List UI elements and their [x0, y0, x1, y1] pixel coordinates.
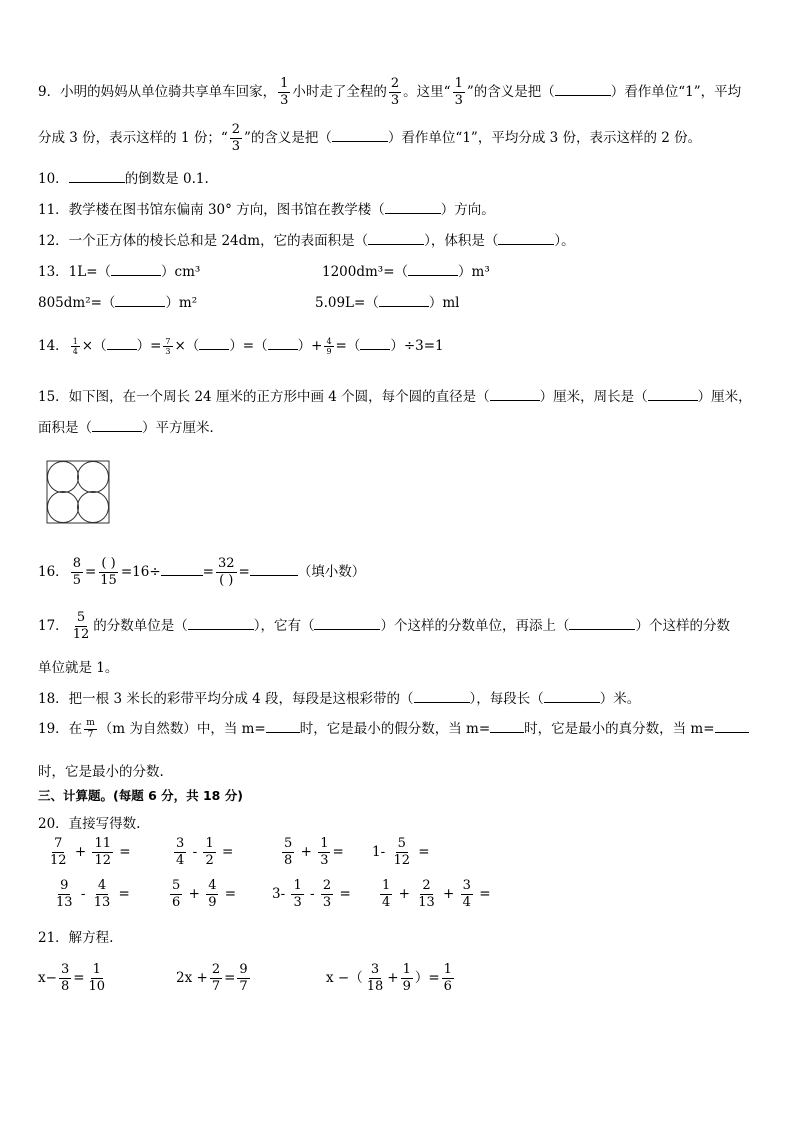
numerator: 1: [92, 962, 101, 977]
q13-text: ）m³: [458, 264, 490, 280]
q18-text: 18．把一根 3 米长的彩带平均分成 4 段，每段是这根彩带的（: [38, 691, 414, 707]
numerator: 3: [462, 878, 471, 893]
fraction: [391, 836, 412, 869]
answer-blank[interactable]: [379, 306, 429, 307]
q14-fraction-1: [71, 337, 80, 356]
expression-3: [280, 836, 344, 869]
q16-fraction-3: [216, 556, 237, 589]
q14-number: 14．: [38, 338, 69, 354]
numerator: 7: [54, 836, 63, 851]
q14-text: =（: [335, 338, 361, 354]
operator: -: [192, 844, 198, 860]
answer-blank[interactable]: [360, 349, 390, 350]
fraction: [59, 962, 71, 995]
prefix: 1-: [372, 844, 386, 860]
q14-fraction-2: [163, 337, 172, 356]
denominator: 8: [60, 979, 70, 994]
q10-text: 的倒数是 0.1.: [124, 171, 209, 187]
operator: -: [310, 886, 315, 902]
q19-text: （m 为自然数）中，当 m=: [98, 721, 266, 737]
fraction: [206, 878, 218, 911]
circle: [78, 462, 109, 493]
answer-blank[interactable]: [250, 575, 298, 576]
q9-fraction-4: [230, 122, 242, 155]
equals: =: [222, 844, 234, 860]
denominator: 9: [402, 979, 411, 994]
q14-text: ）=: [136, 338, 162, 354]
numerator: 1: [443, 962, 452, 977]
q17-text: 的分数单位是（: [93, 618, 188, 634]
q15-text: ）平方厘米．: [142, 420, 223, 436]
numerator: 9: [239, 962, 248, 977]
numerator: 1: [320, 836, 329, 851]
q16-fraction-2: [98, 556, 119, 589]
q15-text: ）厘米，: [697, 389, 752, 405]
q14-text: ）=（: [229, 338, 268, 354]
answer-blank[interactable]: [161, 575, 203, 576]
numerator: 5: [76, 610, 86, 625]
q13-text: ）cm³: [161, 264, 201, 280]
denominator: 3: [165, 347, 171, 356]
numerator: 1: [72, 337, 78, 346]
denominator: 3: [320, 853, 329, 868]
numerator: 1: [454, 76, 463, 91]
denominator: 12: [72, 627, 90, 642]
denominator: 15: [100, 573, 117, 588]
fraction: [282, 836, 294, 869]
denominator: 6: [172, 895, 181, 910]
denominator: 13: [418, 895, 435, 910]
denominator: 6: [443, 979, 452, 994]
operator: +: [387, 970, 399, 986]
q15-text: 15．如下图，在一个周长 24 厘米的正方形中画 4 个圆，每个圆的直径是（: [38, 389, 490, 405]
q13-text: ）ml: [428, 295, 460, 311]
q13-text: 5.09L=（: [315, 295, 379, 311]
answer-blank[interactable]: [385, 213, 441, 214]
numerator: 5: [172, 878, 181, 893]
q9-line2-text-c: ）看作单位“1”，平均分成 3 份，表示这样的 2 份。: [387, 130, 702, 146]
q18-text: ）米。: [599, 691, 641, 707]
numerator: 5: [284, 836, 293, 851]
operator: +: [443, 886, 455, 902]
fraction: [174, 836, 186, 869]
q16-fraction-1: [71, 556, 83, 589]
numerator: 8: [72, 556, 81, 571]
denominator: 13: [93, 895, 111, 910]
answer-blank[interactable]: [188, 629, 254, 630]
numerator: 1: [280, 76, 289, 91]
question-19-line-2: [38, 760, 164, 780]
answer-blank[interactable]: [414, 702, 470, 703]
equation-3: [326, 962, 456, 995]
q15-text: 面积是（: [38, 420, 92, 436]
q14-text: ）+: [297, 338, 323, 354]
fraction: [170, 878, 182, 911]
expression-8: [378, 878, 491, 911]
q9-text-d: ”的含义是把（: [466, 84, 555, 100]
answer-blank[interactable]: [648, 400, 698, 401]
q17-fraction: [71, 610, 92, 643]
answer-blank[interactable]: [569, 629, 635, 630]
question-21-title: 21．解方程.: [38, 930, 114, 946]
q14-text: ×（: [174, 338, 200, 354]
answer-blank[interactable]: [368, 244, 424, 245]
fraction: [461, 878, 473, 911]
question-15-line-2: [38, 416, 223, 436]
numerator: 3: [60, 962, 70, 977]
operator: +: [398, 886, 410, 902]
answer-blank[interactable]: [199, 349, 229, 350]
question-18: [38, 687, 640, 707]
q16-text: =: [202, 564, 214, 580]
q16-number: 16．: [38, 564, 69, 580]
question-20-title: 20．直接写得数.: [38, 816, 141, 832]
equation-text: 2x +: [176, 970, 208, 986]
fraction: [291, 878, 303, 911]
q17-text: ）个这样的分数: [635, 618, 730, 634]
q12-text-b: ），体积是（: [424, 233, 499, 249]
denominator: 9: [326, 347, 332, 356]
q9-text-a: 小明的妈妈从单位骑共享单车回家，: [60, 84, 277, 100]
fraction: [442, 962, 454, 995]
denominator: 13: [56, 895, 73, 910]
denominator: 4: [462, 895, 471, 910]
equals: =: [339, 886, 351, 902]
q9-number: 9．: [38, 84, 61, 100]
equals: =: [224, 970, 236, 986]
answer-blank[interactable]: [555, 95, 611, 96]
denominator: 12: [94, 853, 111, 868]
q15-text: ）厘米，周长是（: [539, 389, 648, 405]
equation-1: [38, 962, 109, 995]
question-10: [38, 167, 209, 187]
fraction: [87, 962, 108, 995]
q16-text: =16÷: [120, 564, 161, 580]
fraction: [416, 878, 437, 911]
square-outline: [47, 461, 109, 523]
denominator: 3: [293, 895, 302, 910]
operator: -: [80, 886, 86, 902]
numerator: 1: [382, 878, 391, 893]
numerator: 3: [370, 962, 380, 977]
equals: =: [224, 886, 237, 902]
numerator: 3: [176, 836, 185, 851]
q9-text-e: ）看作单位“1”，平均: [610, 84, 742, 100]
denominator: 7: [239, 979, 248, 994]
numerator: 7: [165, 337, 171, 346]
denominator: 8: [284, 853, 293, 868]
equals: =: [418, 844, 430, 860]
answer-blank[interactable]: [715, 732, 749, 733]
denominator: 3: [322, 895, 332, 910]
denominator: 3: [454, 93, 463, 108]
numerator: 2: [231, 122, 241, 137]
fraction: [318, 836, 330, 869]
fraction: [92, 878, 113, 911]
question-17-line-2: [38, 656, 118, 676]
denominator: 7: [87, 730, 94, 740]
q17-text: 单位就是 1。: [38, 660, 119, 676]
expression-1: [46, 836, 131, 869]
fraction: [210, 962, 222, 995]
denominator: 4: [176, 853, 185, 868]
q16-text: =: [84, 564, 97, 580]
denominator: 9: [208, 895, 217, 910]
q18-text: ），每段长（: [469, 691, 544, 707]
q9-line2-text-a: 分成 3 份，表示这样的 1 份；“: [38, 130, 228, 146]
answer-blank[interactable]: [111, 275, 161, 276]
answer-blank[interactable]: [92, 431, 142, 432]
expression-6: [168, 878, 236, 911]
denominator: 3: [231, 139, 241, 154]
answer-blank[interactable]: [69, 182, 125, 183]
question-13-row-1b: [322, 260, 490, 280]
fraction: [203, 836, 215, 869]
expression-2: [172, 836, 233, 869]
question-13-row-2a: [38, 291, 197, 311]
q19-fraction: [84, 718, 97, 741]
fraction: [321, 878, 333, 911]
q17-text: ），它有（: [253, 618, 315, 634]
q9-fraction-2: [389, 76, 401, 109]
equation-text: x −（: [326, 970, 363, 986]
question-15-line-1: [38, 385, 752, 405]
q14-text: ）÷3=1: [390, 338, 444, 354]
numerator: m: [86, 718, 95, 728]
numerator: 1: [205, 836, 214, 851]
answer-blank[interactable]: [266, 732, 300, 733]
question-14: [38, 334, 444, 356]
q19-text: 时，它是最小的假分数，当 m=: [299, 721, 491, 737]
numerator: 9: [60, 878, 69, 893]
denominator: 5: [72, 573, 81, 588]
q14-fraction-3: [324, 337, 333, 356]
denominator: 7: [211, 979, 221, 994]
numerator: 2: [322, 878, 332, 893]
section-3-heading: 三、计算题。(每题 6 分，共 18 分): [38, 788, 243, 803]
expression-5: [52, 878, 130, 911]
denominator: 12: [393, 853, 410, 868]
denominator: 2: [205, 853, 214, 868]
q12-text-c: ）。: [554, 233, 575, 249]
q9-fraction-3: [453, 76, 465, 109]
denominator: 18: [366, 979, 384, 994]
q19-text: 时，它是最小的分数.: [38, 764, 164, 780]
fraction: [401, 962, 413, 995]
question-11: [38, 198, 495, 218]
answer-blank[interactable]: [332, 141, 388, 142]
equation-2: [176, 962, 252, 995]
numerator: ( ): [101, 556, 116, 571]
q17-text: ）个这样的分数单位，再添上（: [380, 618, 570, 634]
question-13-row-2b: [315, 291, 459, 311]
numerator: 2: [211, 962, 221, 977]
equals: =: [73, 970, 85, 986]
circle: [48, 492, 79, 523]
numerator: 4: [326, 337, 332, 346]
fraction: [237, 962, 249, 995]
question-19-line-1: [38, 717, 749, 741]
denominator: 12: [50, 853, 67, 868]
q13-text: 1200dm³=（: [322, 264, 409, 280]
fraction: [48, 836, 69, 869]
denominator: ( ): [219, 573, 234, 588]
q10-number: 10．: [38, 171, 69, 187]
question-9-line-2: [38, 122, 701, 155]
numerator: 11: [94, 836, 111, 851]
expression-7: [272, 878, 351, 911]
q9-line2-text-b: ”的含义是把（: [244, 130, 332, 146]
expression-4: [372, 836, 430, 869]
q11-text: 11．教学楼在图书馆东偏南 30° 方向，图书馆在教学楼（: [38, 202, 385, 218]
square-with-four-circles-figure: [46, 460, 110, 524]
question-13-row-1a: [38, 260, 200, 280]
answer-blank[interactable]: [408, 275, 458, 276]
q11-text-end: ）方向。: [440, 202, 495, 218]
fraction: [54, 878, 75, 911]
answer-blank[interactable]: [490, 732, 524, 733]
q19-text: 时，它是最小的真分数，当 m=: [524, 721, 715, 737]
numerator: 2: [390, 76, 400, 91]
q9-text-b: 小时走了全程的: [292, 84, 387, 100]
q16-text: （填小数）: [297, 564, 366, 580]
question-17-line-1: [38, 610, 730, 643]
q16-text: =: [238, 564, 250, 580]
prefix: 3-: [272, 886, 286, 902]
question-9-line-1: [38, 76, 741, 109]
answer-blank[interactable]: [268, 349, 298, 350]
q12-text-a: 12．一个正方体的棱长总和是 24dm，它的表面积是（: [38, 233, 369, 249]
numerator: 32: [217, 556, 235, 571]
fraction: [380, 878, 392, 911]
equals: =: [479, 886, 491, 902]
q9-fraction-1: [278, 76, 290, 109]
denominator: 4: [72, 347, 78, 356]
answer-blank[interactable]: [498, 244, 554, 245]
numerator: 1: [402, 962, 411, 977]
circle: [48, 462, 79, 493]
denominator: 4: [382, 895, 391, 910]
fraction: [365, 962, 386, 995]
operator: +: [188, 886, 200, 902]
q13-text: 805dm²=（: [38, 295, 116, 311]
q9-text-c: 。这里“: [403, 84, 451, 100]
question-12: [38, 229, 575, 249]
numerator: 4: [97, 878, 107, 893]
numerator: 1: [293, 878, 302, 893]
q17-number: 17．: [38, 618, 69, 634]
equals: ）=: [414, 970, 440, 986]
numerator: 4: [208, 878, 217, 893]
answer-blank[interactable]: [107, 349, 137, 350]
equals: =: [118, 886, 130, 902]
denominator: 3: [280, 93, 289, 108]
answer-blank[interactable]: [115, 306, 165, 307]
question-16: [38, 556, 365, 589]
answer-blank[interactable]: [314, 629, 380, 630]
denominator: 10: [88, 979, 106, 994]
equals: =: [332, 844, 344, 860]
equation-text: x−: [38, 970, 57, 986]
answer-blank[interactable]: [490, 400, 540, 401]
equals: =: [119, 844, 131, 860]
circle: [78, 492, 109, 523]
answer-blank[interactable]: [544, 702, 600, 703]
operator: +: [300, 844, 312, 860]
q13-text: 13．1L=（: [38, 264, 112, 280]
fraction: [92, 836, 113, 869]
q14-text: ×（: [81, 338, 107, 354]
denominator: 3: [390, 93, 400, 108]
numerator: 2: [422, 878, 431, 893]
numerator: 5: [397, 836, 406, 851]
q19-text: 19．在: [38, 721, 83, 737]
operator: +: [74, 844, 87, 860]
q13-text: ）m²: [165, 295, 198, 311]
